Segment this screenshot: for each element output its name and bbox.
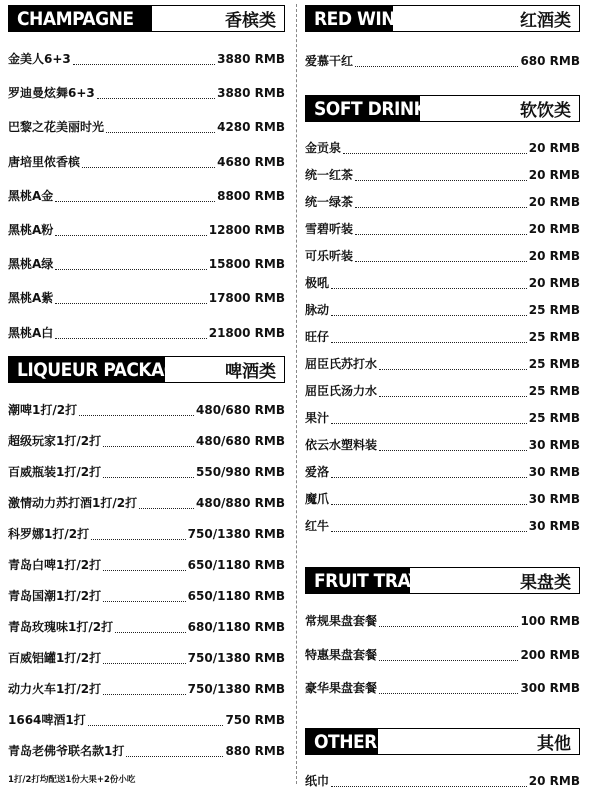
menu-item	[8, 525, 285, 545]
menu-item	[305, 409, 580, 429]
liqueur-header	[8, 356, 285, 383]
menu-item-price: 30 RMB	[528, 519, 580, 533]
menu-item-name: 青岛老佛爷联名款1打	[8, 744, 125, 758]
menu-item-name: 巴黎之花美丽时光	[8, 120, 105, 135]
menu-item	[8, 494, 285, 514]
dot-leader	[103, 600, 186, 602]
menu-item-price: 3880 RMB	[217, 86, 285, 101]
menu-item	[305, 274, 580, 294]
dot-leader	[331, 314, 527, 316]
menu-item-name: 雪碧听装	[305, 222, 354, 236]
menu-item-price: 100 RMB	[520, 614, 580, 628]
dot-leader	[88, 724, 224, 726]
dot-leader	[379, 449, 527, 451]
menu-item	[8, 432, 285, 452]
menu-item-price: 25 RMB	[528, 357, 580, 371]
menu-item-name: 青岛国潮1打/2打	[8, 589, 102, 603]
champagne-header-en: CHAMPAGNE	[9, 6, 152, 31]
menu-item-price: 680/1180 RMB	[187, 620, 285, 634]
menu-item	[305, 490, 580, 510]
menu-item-price: 20 RMB	[528, 168, 580, 182]
menu-item	[305, 612, 580, 632]
menu-item-price: 480/880 RMB	[196, 496, 285, 510]
menu-item-price: 3880 RMB	[217, 52, 285, 66]
dot-leader	[331, 530, 527, 532]
menu-item-name: 爱洛	[305, 465, 330, 479]
dot-leader	[103, 476, 194, 478]
menu-item-price: 20 RMB	[528, 276, 580, 290]
menu-item	[8, 84, 285, 104]
menu-item	[305, 52, 580, 72]
menu-item-price: 30 RMB	[528, 492, 580, 506]
menu-item	[305, 301, 580, 321]
menu-item	[8, 401, 285, 421]
menu-item-price: 750/1380 RMB	[187, 651, 285, 665]
dot-leader	[73, 63, 215, 65]
redwine-header-en: RED WINE	[306, 6, 393, 31]
dot-leader	[355, 206, 527, 208]
dot-leader	[55, 268, 206, 270]
menu-item-price: 4280 RMB	[217, 120, 285, 135]
menu-item-name: 百威瓶装1打/2打	[8, 465, 102, 479]
dot-leader	[379, 659, 518, 661]
menu-item-name: 黑桃A粉	[8, 223, 54, 237]
menu-item-price: 4680 RMB	[217, 154, 285, 169]
menu-item	[305, 463, 580, 483]
menu-item-price: 750/1380 RMB	[187, 527, 285, 541]
menu-item-name: 统一绿茶	[305, 195, 354, 209]
menu-item-name: 旺仔	[305, 330, 330, 344]
footnote: 1打/2打均配送1份大果+2份小吃	[8, 775, 136, 785]
menu-item-name: 潮啤1打/2打	[8, 403, 78, 417]
menu-item	[8, 118, 285, 138]
menu-item-name: 超级玩家1打/2打	[8, 434, 102, 448]
dot-leader	[355, 179, 527, 181]
dot-leader	[331, 785, 527, 787]
menu-item-name: 屈臣氏汤力水	[305, 384, 378, 398]
menu-item-price: 25 RMB	[528, 303, 580, 317]
menu-item-name: 黑桃A紫	[8, 291, 54, 306]
menu-item-name: 果汁	[305, 411, 330, 425]
menu-item	[8, 618, 285, 638]
menu-item-price: 8800 RMB	[217, 188, 285, 203]
menu-item-price: 480/680 RMB	[196, 403, 285, 417]
menu-item	[8, 587, 285, 607]
dot-leader	[355, 260, 527, 262]
menu-item-price: 200 RMB	[520, 647, 580, 662]
menu-item	[305, 646, 580, 666]
menu-item	[305, 436, 580, 456]
menu-item	[8, 649, 285, 669]
dot-leader	[355, 233, 527, 235]
dot-leader	[379, 395, 527, 397]
menu-item-name: 科罗娜1打/2打	[8, 527, 90, 541]
menu-item-name: 依云水塑料装	[305, 438, 378, 452]
dot-leader	[55, 302, 206, 304]
menu-item-price: 680 RMB	[520, 54, 580, 68]
menu-item	[8, 680, 285, 700]
menu-item-price: 20 RMB	[528, 141, 580, 155]
redwine-header-cn: 红酒类	[520, 11, 571, 31]
menu-item-price: 750/1380 RMB	[187, 682, 285, 696]
dot-leader	[379, 625, 518, 627]
menu-item-price: 25 RMB	[528, 411, 580, 425]
menu-item-name: 百威铝罐1打/2打	[8, 651, 102, 665]
menu-item-price: 20 RMB	[528, 195, 580, 209]
dot-leader	[97, 97, 215, 99]
menu-item-name: 动力火车1打/2打	[8, 682, 102, 696]
dot-leader	[103, 662, 186, 664]
menu-item-name: 纸巾	[305, 774, 330, 788]
dot-leader	[55, 337, 206, 339]
dot-leader	[139, 507, 194, 509]
menu-item-name: 唐培里侬香槟	[8, 154, 81, 169]
menu-item	[305, 166, 580, 186]
menu-item-price: 550/980 RMB	[196, 465, 285, 479]
menu-item-name: 特惠果盘套餐	[305, 647, 378, 662]
menu-item-price: 880 RMB	[225, 744, 285, 758]
menu-item	[8, 556, 285, 576]
menu-item	[305, 772, 580, 792]
column-divider	[296, 4, 297, 784]
liqueur-header-cn: 啤酒类	[225, 362, 276, 382]
dot-leader	[106, 131, 215, 133]
menu-item-name: 青岛玫瑰味1打/2打	[8, 620, 114, 634]
menu-item-name: 激情动力苏打酒1打/2打	[8, 496, 138, 510]
dot-leader	[115, 631, 186, 633]
menu-item-name: 脉动	[305, 303, 330, 317]
menu-item	[8, 221, 285, 241]
menu-item-price: 480/680 RMB	[196, 434, 285, 448]
dot-leader	[55, 234, 206, 236]
menu-item-price: 12800 RMB	[208, 223, 285, 237]
dot-leader	[331, 503, 527, 505]
champagne-header	[8, 5, 285, 32]
menu-item-name: 红牛	[305, 519, 330, 533]
menu-item-name: 罗迪曼炫舞6+3	[8, 86, 95, 101]
fruit-header-cn: 果盘类	[520, 573, 571, 593]
redwine-header	[305, 5, 580, 32]
dot-leader	[82, 166, 215, 168]
menu-item-price: 17800 RMB	[208, 291, 285, 306]
menu-item-name: 青岛白啤1打/2打	[8, 558, 102, 572]
menu-item	[305, 517, 580, 537]
dot-leader	[331, 287, 527, 289]
menu-item-price: 20 RMB	[528, 774, 580, 788]
menu-item	[305, 382, 580, 402]
dot-leader	[55, 200, 215, 202]
menu-item-price: 650/1180 RMB	[187, 589, 285, 603]
menu-item	[8, 50, 285, 70]
menu-item-price: 25 RMB	[528, 384, 580, 398]
menu-item-name: 金贡泉	[305, 141, 342, 155]
menu-item	[8, 324, 285, 344]
dot-leader	[103, 445, 194, 447]
dot-leader	[331, 422, 527, 424]
menu-item	[305, 355, 580, 375]
menu-item	[305, 220, 580, 240]
menu-item	[8, 187, 285, 207]
menu-item	[305, 139, 580, 159]
menu-item	[8, 711, 285, 731]
menu-item-name: 统一红茶	[305, 168, 354, 182]
menu-item-price: 750 RMB	[225, 713, 285, 727]
menu-item-price: 30 RMB	[528, 465, 580, 479]
menu-item-name: 魔爪	[305, 492, 330, 506]
menu-item-price: 25 RMB	[528, 330, 580, 344]
menu-item-name: 黑桃A金	[8, 188, 54, 203]
other-header-cn: 其他	[537, 734, 571, 754]
menu-item	[305, 679, 580, 699]
menu-item-name: 爱慕干红	[305, 54, 354, 68]
dot-leader	[355, 65, 518, 67]
dot-leader	[79, 414, 194, 416]
dot-leader	[379, 692, 518, 694]
menu-item-name: 黑桃A绿	[8, 257, 54, 272]
softdrinks-header-cn: 软饮类	[520, 101, 571, 121]
liqueur-header-en: LIQUEUR PACKAGE	[9, 357, 165, 382]
fruit-header	[305, 567, 580, 594]
menu-item-name: 极吼	[305, 276, 330, 290]
menu-item-name: 屈臣氏苏打水	[305, 357, 378, 371]
menu-item	[8, 255, 285, 275]
menu-item-price: 20 RMB	[528, 249, 580, 263]
menu-item-price: 300 RMB	[520, 681, 580, 695]
dot-leader	[379, 368, 527, 370]
dot-leader	[91, 538, 186, 540]
menu-item-price: 650/1180 RMB	[187, 558, 285, 572]
dot-leader	[103, 693, 186, 695]
menu-item	[8, 153, 285, 173]
menu-item	[305, 193, 580, 213]
other-header-en: OTHER	[306, 729, 378, 754]
dot-leader	[343, 152, 527, 154]
softdrinks-header-en: SOFT DRINKS	[306, 96, 420, 121]
dot-leader	[126, 755, 223, 757]
dot-leader	[103, 569, 186, 571]
menu-item-price: 21800 RMB	[208, 325, 285, 340]
menu-item-name: 豪华果盘套餐	[305, 681, 378, 695]
menu-item-name: 1664啤酒1打	[8, 713, 86, 727]
menu-item-price: 30 RMB	[528, 438, 580, 452]
softdrinks-header	[305, 95, 580, 122]
menu-item-name: 可乐听装	[305, 249, 354, 263]
menu-item-name: 常规果盘套餐	[305, 614, 378, 628]
menu-item-price: 15800 RMB	[208, 257, 285, 272]
menu-item	[305, 247, 580, 267]
menu-item-price: 20 RMB	[528, 222, 580, 236]
menu-item-name: 金美人6+3	[8, 52, 71, 66]
dot-leader	[331, 476, 527, 478]
menu-item	[8, 742, 285, 762]
menu-item	[305, 328, 580, 348]
fruit-header-en: FRUIT TRAY	[306, 568, 410, 593]
dot-leader	[331, 341, 527, 343]
menu-item-name: 黑桃A白	[8, 325, 54, 340]
other-header	[305, 728, 580, 755]
menu-item	[8, 463, 285, 483]
champagne-header-cn: 香槟类	[225, 11, 276, 31]
menu-item	[8, 289, 285, 309]
